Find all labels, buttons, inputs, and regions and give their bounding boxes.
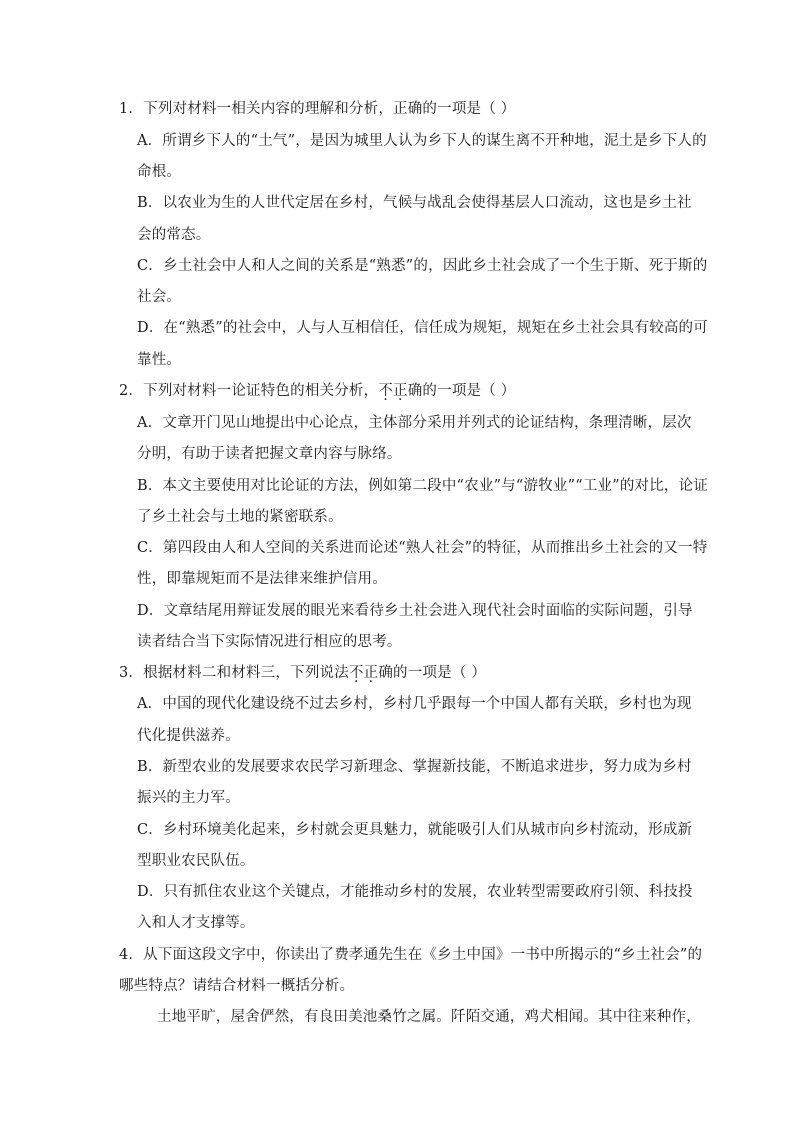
question-3-option-b-cont: 振兴的主力军。	[137, 790, 240, 806]
question-1-option-a: A．所谓乡下人的“土气”，是因为城里人认为乡下人的谋生离不开种地，泥土是乡下人的	[137, 133, 707, 149]
question-1-option-b-cont: 会的常态。	[137, 227, 211, 243]
question-2-option-c: C．第四段由人和人空间的关系进而论述“熟人社会”的特征，从而推出乡土社会的又一特	[137, 540, 708, 556]
question-2-option-a-cont: 分明，有助于读者把握文章内容与脉络。	[137, 446, 402, 462]
question-1-option-c: C．乡土社会中人和人之间的关系是“熟悉”的，因此乡土社会成了一个生于斯、死于斯的	[137, 258, 708, 274]
question-2-emphasis-2: 正	[393, 383, 408, 399]
question-3-stem-pre: 3．根据材料二和材料三，下列说法	[119, 665, 349, 681]
question-2-option-d: D．文章结尾用辩证发展的眼光来看待乡土社会进入现代社会时面临的实际问题，引导	[137, 603, 693, 619]
question-2-option-a: A．文章开门见山地提出中心论点，主体部分采用并列式的论证结构，条理清晰，层次	[137, 415, 692, 431]
question-2-option-b-cont: 了乡土社会与土地的紧密联系。	[137, 509, 343, 525]
question-1-option-d-cont: 靠性。	[137, 352, 182, 368]
question-3-option-a: A．中国的现代化建设绕不过去乡村，乡村几乎跟每一个中国人都有关联，乡村也为现	[137, 696, 692, 712]
question-3-option-a-cont: 代化提供滋养。	[137, 728, 240, 744]
question-1-option-a-cont: 命根。	[137, 164, 182, 180]
question-3-option-c: C．乡村环境美化起来，乡村就会更具魅力，就能吸引人们从城市向乡村流动，形成新	[137, 822, 693, 838]
question-2-option-b: B．本文主要使用对比论证的方法，例如第二段中“农业”与“游牧业”“工业”的对比，论证	[137, 478, 709, 494]
question-2-stem	[119, 381, 515, 401]
question-1-option-c-cont: 社会。	[137, 289, 182, 305]
question-2-stem-post: 确的一项是（ ）	[407, 383, 516, 399]
question-3-option-d: D．只有抓住农业这个关键点，才能推动乡村的发展，农业转型需要政府引领、科技投	[137, 884, 693, 900]
question-3-option-c-cont: 型职业农民队伍。	[137, 853, 255, 869]
question-4-stem-cont: 哪些特点？请结合材料一概括分析。	[119, 978, 355, 994]
question-1-option-d: D．在“熟悉”的社会中，人与人互相信任，信任成为规矩，规矩在乡土社会具有较高的可	[137, 320, 708, 336]
question-4-stem: 4．从下面这段文字中，你读出了费孝通先生在《乡土中国》一书中所揭示的“乡土社会”的	[119, 947, 703, 963]
question-3-stem	[119, 663, 486, 683]
question-4-passage: 土地平旷，屋舍俨然，有良田美池桑竹之属。阡陌交通，鸡犬相闻。其中往来种作，	[157, 1009, 701, 1025]
question-1-option-b: B．以农业为生的人世代定居在乡村，气候与战乱会使得基层人口流动，这也是乡土社	[137, 195, 692, 211]
question-2-option-d-cont: 读者结合当下实际情况进行相应的思考。	[137, 634, 402, 650]
question-3-emphasis-1: 不	[348, 665, 364, 681]
question-2-option-c-cont: 性，即靠规矩而不是法律来维护信用。	[137, 571, 387, 587]
question-3-option-b: B．新型农业的发展要求农民学习新理念、掌握新技能，不断追求进步，努力成为乡村	[137, 759, 692, 775]
question-1-stem: 1．下列对材料一相关内容的理解和分析，正确的一项是（ ）	[119, 101, 516, 117]
question-2-stem-pre: 2．下列对材料一论证特色的相关分析，	[119, 383, 379, 399]
question-3-emphasis-2: 正	[363, 665, 379, 681]
question-3-option-d-cont: 入和人才支撑等。	[137, 915, 255, 931]
question-2-emphasis-1: 不	[378, 383, 394, 399]
question-3-stem-post: 确的一项是（ ）	[378, 665, 487, 681]
